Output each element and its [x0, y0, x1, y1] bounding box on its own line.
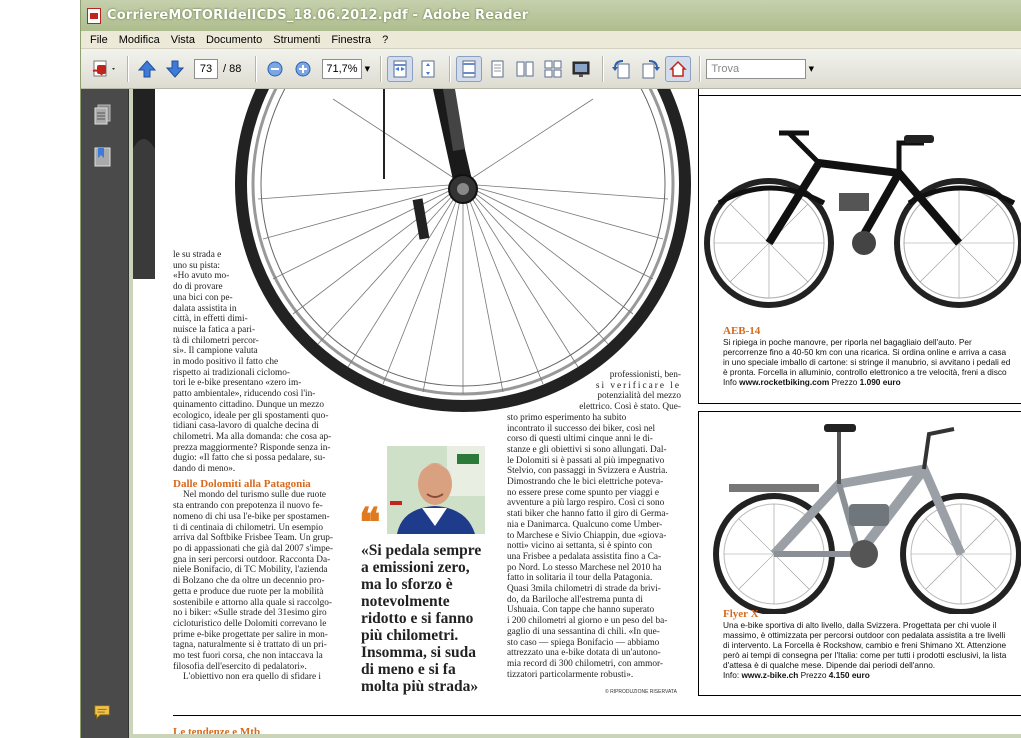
- article-line: nomeno di chi usa l'e-bike per spostamen-: [173, 511, 330, 522]
- toolbar-separator: [380, 56, 381, 82]
- article-line: sì verificare le: [595, 380, 681, 391]
- menu-modifica[interactable]: Modifica: [118, 33, 160, 46]
- article-line: sto primo esperimento ha subito: [507, 412, 627, 423]
- product-flyer-x-desc: [723, 608, 1021, 680]
- pdf-app-icon: [87, 8, 101, 24]
- menu-strumenti[interactable]: Strumenti: [273, 33, 321, 46]
- article-line: patto ambientale», riducendo così l'in-: [173, 389, 316, 400]
- article-line: stanze e gli obiettivi si sono allungati. Dal-: [507, 444, 667, 455]
- info-prefix: Info:: [723, 670, 742, 680]
- article-line: in modo positivo il fatto che: [173, 357, 279, 368]
- product-info-line: [723, 670, 1021, 680]
- product-name: Flyer X: [723, 608, 759, 620]
- pdf-page: [133, 89, 1021, 734]
- article-line: elettrico. Così è stato. Que-: [579, 402, 681, 413]
- article-line: po Nord. Lo stesso Marchese nel 2010 ha: [507, 562, 662, 573]
- create-pdf-icon: [89, 57, 119, 81]
- two-page-icon: [515, 59, 535, 79]
- article-line: uno su pista:: [173, 260, 221, 271]
- toolbar-separator: [449, 56, 450, 82]
- article-line: avventure a più largo respiro. Così ci sono: [507, 498, 665, 509]
- article-line: dalata assistita in: [173, 303, 237, 314]
- article-line: getta e produce due ruote per la mobilità: [173, 586, 324, 597]
- product-aeb14-text: [723, 325, 1021, 387]
- article-line: filosofia dell'esercito di pedalatori».: [173, 661, 307, 672]
- toolbar-separator: [602, 56, 603, 82]
- menu-vista[interactable]: Vista: [170, 33, 195, 46]
- article-line: quinamento cittadino. Dunque un mezzo: [173, 399, 325, 410]
- article-line: arriva dal Softbike Frisbee Team. Un grup-: [173, 533, 334, 544]
- pages-panel-icon[interactable]: [93, 103, 113, 127]
- article-line: no essere prese come spunto per viaggi e: [507, 487, 660, 498]
- product-price: 4.150 euro: [828, 670, 870, 680]
- adobe-reader-window: [80, 0, 1021, 738]
- portrait-photo: [387, 446, 485, 534]
- fit-width-icon: [391, 59, 409, 79]
- article-line: nia e Danimarca. Qualcuno come Umber-: [507, 519, 663, 530]
- create-pdf-button[interactable]: [89, 55, 119, 83]
- section-heading: Dalle Dolomiti alla Patagonia: [173, 477, 311, 490]
- arrow-down-icon: [165, 59, 185, 79]
- toolbar-separator: [699, 56, 700, 82]
- article-line: mo test fuori corsa, che non intaccava la: [173, 651, 323, 662]
- article-line: ecologico, ideale per gli spostamenti quo-: [173, 410, 329, 421]
- article-line: tori le e-bike presentano «zero im-: [173, 378, 302, 389]
- pull-quote: «Si pedala sempre a emissioni zero, ma lo sforzo è notevolmente ridotto e si fanno più chilometri. Insomma, si suda di meno e si fa molta più strada»: [361, 542, 482, 695]
- article-line: «Ho avuto mo-: [173, 271, 230, 282]
- toolbar-separator: [127, 56, 128, 82]
- article-line: una Frisbee a pedalata assistita fino a Ca-: [507, 551, 662, 562]
- product-line: massimo, è ottimizzata per percorsi outdoor con pedalata assistita a tre livelli: [723, 630, 1006, 640]
- box-top-rule: [699, 95, 1021, 96]
- article-line: tizzatori particolarmente robusti».: [507, 669, 634, 680]
- product-price: 1.090 euro: [859, 377, 901, 387]
- zoom-in-icon: [294, 60, 312, 78]
- product-name: AEB-14: [723, 325, 761, 337]
- section-divider: [173, 715, 1021, 716]
- find-group: [706, 55, 816, 83]
- home-button[interactable]: [665, 56, 691, 82]
- menu-help[interactable]: ?: [382, 33, 389, 46]
- product-line: però ai tempi di consegna per l'Italia: come per tutti i prodotti esclusivi, la lista: [723, 650, 1007, 660]
- next-section-heading: Le tendenze e Mtb: [173, 726, 261, 734]
- article-line: fatto in solitaria il tour della Patagonia.: [507, 573, 653, 584]
- window-bottom-border: [129, 734, 1021, 738]
- continuous-view-button[interactable]: [484, 56, 510, 82]
- article-column-3: [507, 370, 681, 680]
- folding-bike-image: [699, 103, 1021, 323]
- article-line: prime e-bike progettate per salire in mon-: [173, 629, 328, 640]
- rotate-right-button[interactable]: [637, 56, 663, 82]
- article-line: ti di centinaia di chilometri. Un esempio: [173, 522, 324, 533]
- product-info-line: [723, 377, 1021, 387]
- article-line: città, in effetti dimi-: [173, 314, 248, 325]
- home-icon: [668, 59, 688, 79]
- zoom-out-button[interactable]: [262, 56, 288, 82]
- article-line: cicloturistico delle Dolomiti correvano le: [173, 618, 327, 629]
- page-total-label: / 88: [223, 62, 242, 75]
- article-line: gaglio di una sessantina di chili. «In que-: [507, 626, 660, 637]
- rotate-left-icon: [611, 58, 633, 80]
- fit-page-icon: [419, 59, 437, 79]
- article-line: Stelvio, con passaggi in Svizzera e Austria.: [507, 466, 668, 477]
- article-line: dugio: «Il fatto che si possa pedalare, su-: [173, 453, 326, 464]
- page-nav-group: [194, 55, 247, 83]
- fit-width-button[interactable]: [387, 56, 413, 82]
- continuous-page-icon: [488, 59, 506, 79]
- menu-documento[interactable]: Documento: [205, 33, 263, 46]
- full-screen-button[interactable]: [568, 56, 594, 82]
- navigation-panel: [81, 89, 129, 738]
- article-line: Ushuaia. Con tappe che hanno superato: [507, 605, 655, 616]
- title-bar: [81, 0, 1021, 31]
- fit-page-button[interactable]: [415, 56, 441, 82]
- article-line: Dimostrando che le bici elettriche poteva-: [507, 477, 664, 488]
- page-number-input[interactable]: 73: [194, 59, 218, 79]
- comments-icon[interactable]: [93, 701, 113, 725]
- quote-mark-icon: ❝: [359, 500, 381, 545]
- article-line: gna in seri percorsi outdoor. Racconta Da-: [173, 554, 331, 565]
- article-line: prezza maggiormente? Risponde senza in-: [173, 442, 331, 453]
- article-line: tà di chilometri percor-: [173, 335, 259, 346]
- product-box-aeb14: [698, 89, 1021, 404]
- article-line: nuisce la fatica a pari-: [173, 324, 256, 335]
- two-page-view-button[interactable]: [512, 56, 538, 82]
- article-line: niele Bonifacio, di TC Mobility, l'azienda: [173, 565, 328, 576]
- article-column-1: [173, 250, 345, 683]
- zoom-level-input[interactable]: 71,7%: [322, 59, 362, 79]
- article-line: le Dolomiti si è passati al più impegnativo: [507, 455, 665, 466]
- article-line: Quasi 3mila chilometri di strade da brivi-: [507, 584, 661, 595]
- article-line: sta entrando con prepotenza il nuovo fe-: [173, 501, 323, 512]
- bookmarks-panel-icon[interactable]: [93, 145, 113, 169]
- article-line: le su strada e: [173, 250, 222, 260]
- article-line: professionisti, ben-: [609, 370, 681, 380]
- article-line: incontrato il successo dei biker, così nel: [507, 423, 656, 434]
- rotate-left-button[interactable]: [609, 56, 635, 82]
- article-line: notti» vicino ai settanta, si è spinto con: [507, 541, 653, 552]
- article-line: dando di meno».: [173, 464, 236, 475]
- product-website: www.rocketbiking.com: [739, 377, 830, 387]
- product-line: è pronta. Forcella in alluminio, controllo elettronico a tre velocità, freni a disco: [723, 367, 1007, 377]
- menu-finestra[interactable]: Finestra: [331, 33, 372, 46]
- window-title: CorriereMOTORIdelICDS_18.06.2012.pdf - Adobe Reader: [107, 8, 529, 23]
- single-page-icon: [460, 59, 478, 79]
- article-line: to Marchese e Sivio Chiappin, due «giova-: [507, 530, 667, 541]
- product-website: www.z-bike.ch: [741, 670, 799, 680]
- article-line: i 200 chilometri al giorno e un peso del ba-: [507, 616, 668, 627]
- article-line: po di appassionati che già dal 2007 s'impe-: [173, 543, 333, 554]
- article-line: L'obiettivo non era quello di sfidare i: [183, 672, 321, 683]
- article-line: corso di questi ultimi cinque anni le di-: [507, 434, 653, 445]
- document-view[interactable]: [129, 89, 1021, 734]
- flyer-x-bike-image: [699, 414, 1021, 614]
- article-line: potenzialità del mezzo: [597, 391, 681, 402]
- article-line: mia record di 300 chilometri, con ammor-: [507, 658, 664, 669]
- zoom-out-icon: [266, 60, 284, 78]
- toolbar: [81, 49, 1021, 89]
- article-line: attrezzato una e-bike dotata di un'autono-: [507, 648, 661, 659]
- article-line: di Bolzano che da oltre un decennio pro-: [173, 576, 325, 587]
- article-line: tidiani casa-lavoro di qualche decina di: [173, 421, 319, 432]
- arrow-up-icon: [137, 59, 157, 79]
- article-line: si». Il campione valuta: [173, 346, 258, 357]
- info-prefix: Info: [723, 377, 740, 387]
- product-line: d'attesa è di qualche mese. Dipende dai periodi dell'anno.: [723, 660, 936, 670]
- article-line: sostenibile e attorno alla quale si raccolgo-: [173, 597, 333, 608]
- product-box-flyer-x: [698, 411, 1021, 696]
- article-line: tagna, naturalmente si è trattato di un pri-: [173, 640, 327, 651]
- article-line: do, da Bariloche all'estrema punta di: [507, 594, 643, 605]
- zoom-dropdown-arrow[interactable]: ▼: [364, 64, 371, 73]
- article-line: chilometri. Ma alla domanda: che cosa ap-: [173, 431, 332, 442]
- zoom-in-button[interactable]: [290, 56, 316, 82]
- find-dropdown-arrow[interactable]: ▼: [808, 64, 815, 73]
- product-line: di intervento. La Forcella è Rockshow, cambio e freni Shimano Xt. Attenzione: [723, 640, 1007, 650]
- rotate-right-icon: [639, 58, 661, 80]
- two-page-continuous-button[interactable]: [540, 56, 566, 82]
- desktop-background: [0, 0, 80, 738]
- product-line: in uno speciale imballo di cartone: si stringe il manubrio, si avvitano i pedali ed: [723, 357, 1011, 367]
- menu-bar: [81, 31, 1021, 49]
- product-line: Si ripiega in poche manovre, per riporla nel bagagliaio dell'auto. Per: [723, 337, 972, 347]
- next-page-button[interactable]: [162, 56, 188, 82]
- menu-file[interactable]: File: [90, 33, 108, 46]
- find-input[interactable]: Trova: [706, 59, 806, 79]
- previous-page-button[interactable]: [134, 56, 160, 82]
- two-page-continuous-icon: [543, 59, 563, 79]
- article-line: sto caso — spiega Bonifacio — abbiamo: [507, 637, 660, 648]
- article-line: stati biker che hanno fatto il giro di Germa-: [507, 509, 669, 520]
- single-page-view-button[interactable]: [456, 56, 482, 82]
- price-label: Prezzo: [798, 670, 829, 680]
- toolbar-separator: [255, 56, 256, 82]
- full-screen-icon: [571, 59, 591, 79]
- copyright-notice: © RIPRODUZIONE RISERVATA: [605, 689, 677, 695]
- product-line: percorrenze fino a 40-50 km con una ricarica. Si ordina online e arriva a casa: [723, 347, 1007, 357]
- article-line: una bici con pe-: [173, 292, 233, 303]
- zoom-group: [322, 55, 372, 83]
- product-line: Una e-bike sportiva di alto livello, dalla Svizzera. Progettata per chi vuole il: [723, 620, 997, 630]
- article-line: Nel mondo del turismo sulle due ruote: [183, 490, 327, 501]
- article-line: no i biker: «Sulle strade del 31esimo giro: [173, 608, 327, 619]
- article-line: do di provare: [173, 282, 223, 293]
- article-line: rispetto ai tradizionali ciclomo-: [173, 367, 290, 378]
- price-label: Prezzo: [829, 377, 860, 387]
